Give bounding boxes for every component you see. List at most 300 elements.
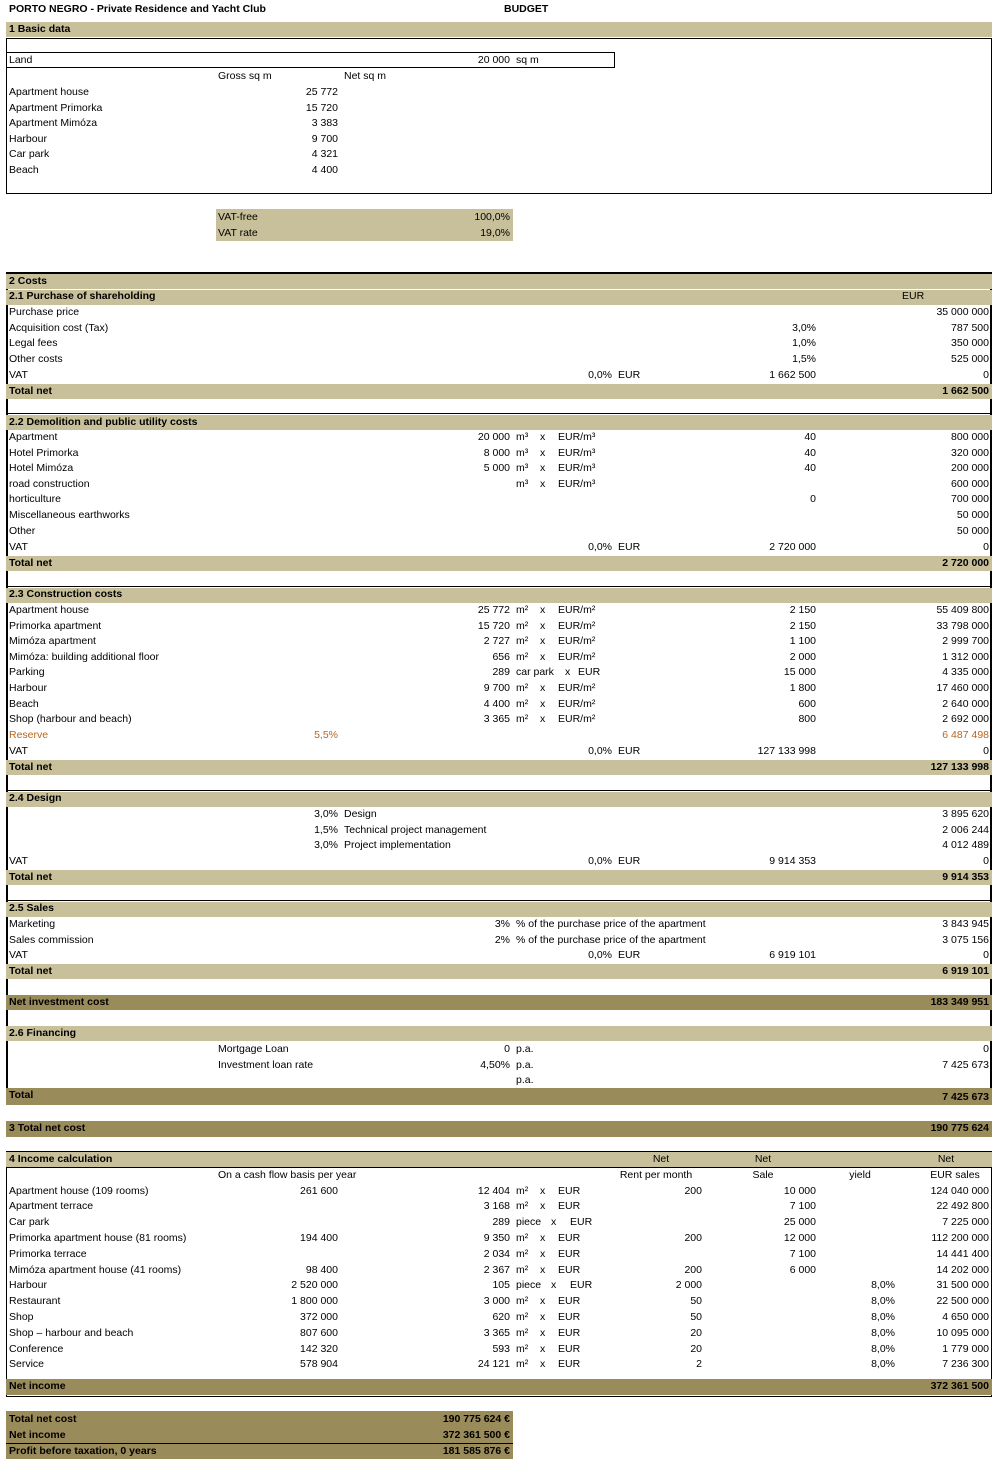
- construction-row-rate-unit: EUR/m²: [558, 619, 596, 632]
- vat-row-pct: 0,0%: [588, 368, 612, 381]
- income-row-rent: 200: [684, 1263, 702, 1276]
- income-row-rent: 2 000: [675, 1279, 702, 1292]
- income-row-qty: 2 367: [483, 1263, 510, 1276]
- net-investment-value: 183 349 951: [930, 996, 989, 1008]
- sales-row-label: Sales commission: [9, 933, 94, 946]
- demolition-row-rate-unit: EUR/m³: [558, 477, 596, 490]
- income-row-qty: 3 365: [483, 1326, 510, 1339]
- vat-row-label: VAT: [9, 541, 28, 553]
- vat-row-label: VAT: [9, 368, 28, 381]
- demolition-row-x: x: [540, 462, 546, 475]
- income-row-label: Harbour: [9, 1279, 47, 1292]
- design-row-label: Design: [344, 808, 377, 820]
- basic-row-gross: 4 321: [311, 148, 338, 161]
- vat-row-pct: 0,0%: [588, 855, 612, 867]
- vat-row-value: 0: [983, 855, 989, 867]
- purchase-row-pct: 1,5%: [792, 352, 816, 365]
- construction-row-rate: 2 150: [789, 619, 816, 632]
- section-2-1-heading: 2.1 Purchase of shareholding: [9, 290, 156, 302]
- demolition-row-rate-unit: EUR/m³: [558, 431, 596, 443]
- design-row-label: Technical project management: [344, 823, 487, 836]
- demolition-row-value: 320 000: [951, 446, 989, 459]
- income-row-rent: 50: [690, 1295, 702, 1308]
- demolition-row-value: 200 000: [951, 462, 989, 475]
- vat-row-base: 9 914 353: [769, 855, 816, 867]
- financing-row-pa: p.a.: [516, 1043, 534, 1055]
- income-row-value: 112 200 000: [931, 1231, 989, 1244]
- financing-row-value: 7 425 673: [942, 1058, 989, 1071]
- demolition-row-value: 700 000: [951, 493, 989, 506]
- income-row-label: Car park: [9, 1216, 50, 1229]
- col-net-header: Net sq m: [344, 70, 387, 82]
- demolition-row-unit: m³: [516, 462, 529, 475]
- income-row-eur: EUR: [558, 1247, 581, 1260]
- income-row-sale: 6 000: [789, 1263, 816, 1276]
- sheet-title: PORTO NEGRO - Private Residence and Yacht Club: [9, 3, 266, 15]
- basic-row-label: Apartment Primorka: [9, 101, 103, 114]
- construction-row-x: x: [540, 635, 546, 648]
- purchase-row-pct: 3,0%: [792, 321, 816, 334]
- vat-row-unit: EUR: [618, 949, 641, 961]
- income-row-value: 124 040 000: [930, 1184, 989, 1197]
- construction-row-rate: 1 800: [789, 682, 816, 694]
- construction-row-rate: 2 000: [789, 650, 816, 663]
- sales-row-value: 3 843 945: [942, 918, 989, 930]
- basic-row-label: Harbour: [9, 132, 47, 145]
- demolition-row-rate: 40: [804, 431, 816, 443]
- income-row-yield: 8,0%: [871, 1342, 895, 1355]
- income-row-unit: m²: [516, 1184, 529, 1197]
- divider: [6, 790, 992, 791]
- section-2-3-heading: 2.3 Construction costs: [9, 588, 123, 600]
- income-header-net-rent: Net: [652, 1153, 670, 1165]
- design-row-pct: 3,0%: [314, 808, 338, 820]
- income-row-value: 31 500 000: [936, 1279, 989, 1292]
- demolition-row-x: x: [540, 477, 546, 490]
- total-net-label: Total net: [9, 384, 52, 397]
- income-row-eur: EUR: [558, 1184, 581, 1197]
- construction-row-value: 55 409 800: [936, 604, 989, 616]
- net-income-label: Net income: [9, 1380, 66, 1392]
- construction-row-rate: 800: [798, 713, 816, 726]
- income-row-cashflow: 372 000: [300, 1310, 338, 1323]
- income-row-sale: 7 100: [789, 1200, 816, 1213]
- construction-row-unit: m²: [516, 650, 529, 663]
- construction-row-qty: 9 700: [483, 682, 510, 694]
- construction-row-unit: car park: [516, 666, 554, 679]
- income-header-sale: Sale: [752, 1169, 774, 1181]
- demolition-row-label: Hotel Primorka: [9, 446, 79, 459]
- income-row-x: x: [540, 1326, 546, 1339]
- demolition-row-qty: 8 000: [483, 446, 510, 459]
- income-row-x: x: [540, 1310, 546, 1323]
- income-row-sale: 25 000: [783, 1216, 816, 1229]
- construction-row-qty: 25 772: [477, 604, 510, 616]
- income-row-yield: 8,0%: [871, 1295, 895, 1308]
- demolition-row-label: road construction: [9, 477, 90, 490]
- section-2-4-heading-bar: [6, 792, 992, 807]
- demolition-row-x: x: [540, 446, 546, 459]
- demolition-row-unit: m³: [516, 431, 529, 443]
- reserve-label: Reserve: [9, 729, 49, 741]
- design-row-value: 3 895 620: [942, 808, 989, 820]
- total-net-label: Total net: [9, 557, 52, 569]
- financing-row-pa: p.a.: [516, 1074, 534, 1087]
- vat-row-unit: EUR: [618, 541, 641, 553]
- construction-row-label: Parking: [9, 666, 45, 679]
- income-header-divider: [6, 1167, 992, 1168]
- vat-row-base: 127 133 998: [757, 745, 816, 757]
- income-row-cashflow: 2 520 000: [291, 1279, 338, 1292]
- divider: [6, 900, 992, 901]
- financing-row-pa: p.a.: [516, 1058, 534, 1071]
- construction-row-x: x: [565, 666, 571, 679]
- sales-row-desc: % of the purchase price of the apartment: [516, 918, 706, 930]
- vat-row-value: 0: [983, 745, 989, 757]
- total-net-value: 127 133 998: [930, 761, 989, 773]
- financing-row-rate: 0: [504, 1043, 510, 1055]
- demolition-row-qty: 5 000: [483, 462, 510, 475]
- income-row-yield: 8,0%: [871, 1326, 895, 1339]
- income-row-sale: 12 000: [783, 1231, 816, 1244]
- income-row-x: x: [540, 1231, 546, 1244]
- income-row-value: 22 500 000: [936, 1295, 989, 1308]
- income-row-label: Primorka apartment house (81 rooms): [9, 1231, 187, 1244]
- income-row-x: x: [540, 1342, 546, 1355]
- income-row-label: Conference: [9, 1342, 64, 1355]
- basic-row-label: Car park: [9, 148, 50, 161]
- total-net-label: Total net: [9, 761, 52, 773]
- income-row-sale: 7 100: [789, 1247, 816, 1260]
- income-row-unit: m²: [516, 1310, 529, 1323]
- income-row-rent: 50: [690, 1310, 702, 1323]
- income-row-value: 14 202 000: [936, 1263, 989, 1276]
- construction-row-unit: m²: [516, 713, 529, 726]
- income-row-eur: EUR: [558, 1358, 581, 1371]
- financing-row-label: Investment loan rate: [218, 1058, 314, 1071]
- income-row-qty: 105: [492, 1279, 510, 1292]
- income-row-rent: 200: [684, 1184, 702, 1197]
- demolition-row-rate: 0: [810, 493, 816, 506]
- vat-row-value: 0: [983, 368, 989, 381]
- vat-row-pct: 0,0%: [588, 745, 612, 757]
- construction-row-label: Mimóza apartment: [9, 635, 96, 648]
- section-2-5-heading-bar: [6, 902, 992, 917]
- summary-row-value: 190 775 624 €: [442, 1413, 510, 1425]
- demolition-row-x: x: [540, 431, 546, 443]
- demolition-row-rate: 40: [804, 446, 816, 459]
- purchase-row-label: Acquisition cost (Tax): [9, 321, 109, 334]
- construction-row-x: x: [540, 713, 546, 726]
- section-2-4-heading: 2.4 Design: [9, 792, 62, 804]
- total-net-cost-value: 190 775 624: [930, 1122, 989, 1134]
- construction-row-x: x: [540, 604, 546, 616]
- purchase-row-label: Purchase price: [9, 306, 80, 318]
- demolition-row-qty: 20 000: [477, 431, 510, 443]
- demolition-row-unit: m³: [516, 477, 529, 490]
- purchase-row-value: 35 000 000: [936, 306, 989, 318]
- income-row-qty: 3 000: [483, 1295, 510, 1308]
- vat-row-value: 0: [983, 949, 989, 961]
- income-row-eur: EUR: [558, 1231, 581, 1244]
- vat-row-unit: EUR: [618, 855, 641, 867]
- basic-row-label: Apartment Mimóza: [9, 117, 98, 130]
- total-net-label: Total net: [9, 965, 52, 977]
- construction-row-value: 1 312 000: [942, 650, 989, 663]
- purchase-row-pct: 1,0%: [792, 337, 816, 350]
- construction-row-x: x: [540, 682, 546, 694]
- section-2-3-heading-bar: [6, 588, 992, 603]
- income-row-label: Shop – harbour and beach: [9, 1326, 134, 1339]
- income-row-yield: 8,0%: [871, 1358, 895, 1371]
- construction-row-rate-unit: EUR/m²: [558, 697, 596, 710]
- construction-row-rate-unit: EUR/m²: [558, 682, 596, 694]
- total-net-cost-label: 3 Total net cost: [9, 1122, 86, 1134]
- income-row-label: Mimóza apartment house (41 rooms): [9, 1263, 182, 1276]
- purchase-row-label: Other costs: [9, 352, 63, 365]
- reserve-value: 6 487 498: [942, 729, 989, 741]
- sheet-subtitle: BUDGET: [504, 3, 549, 15]
- section-income-heading-bar: [6, 1152, 992, 1167]
- construction-row-x: x: [540, 650, 546, 663]
- income-row-eur: EUR: [558, 1310, 581, 1323]
- design-row-pct: 1,5%: [314, 823, 338, 836]
- total-net-value: 9 914 353: [942, 871, 989, 883]
- purchase-row-value: 350 000: [951, 337, 989, 350]
- construction-row-label: Beach: [9, 697, 39, 710]
- income-row-unit: m²: [516, 1200, 529, 1213]
- income-row-unit: m²: [516, 1231, 529, 1244]
- income-row-cashflow: 578 904: [300, 1358, 338, 1371]
- income-row-qty: 289: [492, 1216, 510, 1229]
- construction-row-rate: 600: [798, 697, 816, 710]
- construction-row-qty: 656: [492, 650, 510, 663]
- income-row-eur: EUR: [558, 1342, 581, 1355]
- total-net-value: 6 919 101: [942, 965, 989, 977]
- income-row-eur: EUR: [558, 1326, 581, 1339]
- construction-row-rate: 15 000: [783, 666, 816, 679]
- purchase-row-label: Legal fees: [9, 337, 58, 350]
- income-row-x: x: [540, 1200, 546, 1213]
- section-2-6-heading-bar: [6, 1026, 992, 1041]
- summary-row-label: Net income: [9, 1429, 66, 1441]
- income-row-cashflow: 1 800 000: [291, 1295, 338, 1308]
- construction-row-rate: 2 150: [789, 604, 816, 616]
- net-investment-label: Net investment cost: [9, 996, 109, 1008]
- income-row-cashflow: 142 320: [300, 1342, 338, 1355]
- income-row-eur: EUR: [558, 1200, 581, 1213]
- income-row-x: x: [540, 1295, 546, 1308]
- demolition-row-unit: m³: [516, 446, 529, 459]
- demolition-row-label: horticulture: [9, 493, 61, 506]
- demolition-row-label: Apartment: [9, 431, 58, 443]
- construction-row-unit: m²: [516, 635, 529, 648]
- demolition-row-value: 50 000: [956, 524, 989, 537]
- net-income-value: 372 361 500: [930, 1380, 989, 1392]
- income-row-cashflow: 98 400: [305, 1263, 338, 1276]
- income-row-unit: m²: [516, 1326, 529, 1339]
- income-row-x: x: [540, 1247, 546, 1260]
- construction-row-unit: m²: [516, 697, 529, 710]
- vat-row-base: 2 720 000: [769, 541, 816, 553]
- section-costs-heading: 2 Costs: [9, 275, 47, 287]
- income-row-qty: 3 168: [483, 1200, 510, 1213]
- col-gross-header: Gross sq m: [218, 70, 272, 82]
- section-basic-heading: 1 Basic data: [9, 23, 71, 35]
- design-row-value: 4 012 489: [942, 839, 989, 852]
- sales-row-label: Marketing: [9, 918, 56, 930]
- vat-row-value: 0: [983, 541, 989, 553]
- financing-row-value: 0: [983, 1043, 989, 1055]
- construction-row-qty: 2 727: [483, 635, 510, 648]
- income-header-cashflow: On a cash flow basis per year: [218, 1169, 357, 1181]
- income-row-label: Service: [9, 1358, 45, 1371]
- income-row-cashflow: 807 600: [300, 1326, 338, 1339]
- demolition-row-label: Other: [9, 524, 36, 537]
- demolition-row-value: 600 000: [951, 477, 989, 490]
- demolition-row-value: 800 000: [951, 431, 989, 443]
- income-header-rent: Rent per month: [619, 1169, 693, 1181]
- income-row-eur: EUR: [558, 1263, 581, 1276]
- vat-rate-value: 19,0%: [480, 227, 510, 239]
- construction-row-value: 2 640 000: [942, 697, 989, 710]
- basic-row-gross: 3 383: [311, 117, 338, 130]
- construction-row-value: 33 798 000: [936, 619, 989, 632]
- construction-row-rate: 1 100: [789, 635, 816, 648]
- construction-row-value: 4 335 000: [942, 666, 989, 679]
- income-row-value: 10 095 000: [936, 1326, 989, 1339]
- land-label: Land: [9, 54, 33, 66]
- divider: [6, 586, 992, 587]
- demolition-row-label: Hotel Mimóza: [9, 462, 74, 475]
- vat-row-unit: EUR: [618, 368, 641, 381]
- total-net-label: Total net: [9, 871, 52, 883]
- total-net-value: 2 720 000: [942, 557, 989, 569]
- demolition-row-value: 50 000: [956, 509, 989, 521]
- construction-row-rate-unit: EUR/m²: [558, 650, 596, 663]
- financing-total-value: 7 425 673: [942, 1091, 989, 1103]
- construction-row-rate-unit: EUR/m²: [558, 635, 596, 648]
- income-row-yield: 8,0%: [871, 1279, 895, 1292]
- income-row-qty: 620: [492, 1310, 510, 1323]
- sales-row-desc: % of the purchase price of the apartment: [516, 933, 706, 946]
- financing-row-rate: 4,50%: [480, 1058, 510, 1071]
- vat-row-base: 6 919 101: [769, 949, 816, 961]
- income-row-value: 7 236 300: [942, 1358, 989, 1371]
- income-row-label: Restaurant: [9, 1295, 61, 1308]
- reserve-pct: 5,5%: [314, 729, 338, 741]
- divider: [6, 413, 992, 414]
- income-row-qty: 24 121: [477, 1358, 510, 1371]
- financing-total-label: Total: [9, 1089, 34, 1101]
- demolition-row-rate: 40: [804, 462, 816, 475]
- construction-row-x: x: [540, 697, 546, 710]
- vat-row-pct: 0,0%: [588, 949, 612, 961]
- income-header-net-sales: Net: [937, 1153, 955, 1165]
- income-row-label: Primorka terrace: [9, 1247, 87, 1260]
- income-row-unit: piece: [516, 1279, 542, 1292]
- basic-row-label: Apartment house: [9, 86, 89, 98]
- income-row-x: x: [551, 1279, 557, 1292]
- construction-row-label: Harbour: [9, 682, 47, 694]
- vat-row-label: VAT: [9, 855, 28, 867]
- land-value: 20 000: [477, 54, 510, 66]
- income-row-cashflow: 194 400: [300, 1231, 338, 1244]
- income-row-qty: 593: [492, 1342, 510, 1355]
- section-2-6-heading: 2.6 Financing: [9, 1027, 77, 1039]
- income-row-rent: 20: [690, 1342, 702, 1355]
- summary-row-label: Total net cost: [9, 1413, 77, 1425]
- construction-row-label: Apartment house: [9, 604, 89, 616]
- land-unit: sq m: [516, 54, 539, 66]
- vat-row-base: 1 662 500: [769, 368, 816, 381]
- vat-row-unit: EUR: [618, 745, 641, 757]
- income-header-eur-sales: EUR sales: [930, 1169, 980, 1181]
- income-row-qty: 2 034: [483, 1247, 510, 1260]
- basic-row-gross: 9 700: [311, 132, 338, 145]
- income-row-value: 7 225 000: [942, 1216, 989, 1229]
- income-row-eur: EUR: [570, 1279, 593, 1292]
- vat-free-value: 100,0%: [474, 211, 510, 223]
- summary-divider: [6, 1443, 513, 1444]
- income-row-eur: EUR: [570, 1216, 593, 1229]
- income-row-unit: m²: [516, 1247, 529, 1260]
- vat-row-label: VAT: [9, 949, 28, 961]
- income-row-unit: m²: [516, 1358, 529, 1371]
- income-row-x: x: [540, 1184, 546, 1197]
- construction-row-qty: 289: [492, 666, 510, 679]
- construction-row-qty: 3 365: [483, 713, 510, 726]
- construction-row-value: 2 692 000: [942, 713, 989, 726]
- section-costs-heading-bar: [6, 274, 992, 289]
- income-row-sale: 10 000: [783, 1184, 816, 1197]
- design-row-pct: 3,0%: [314, 839, 338, 852]
- construction-row-qty: 15 720: [477, 619, 510, 632]
- construction-row-value: 17 460 000: [936, 682, 989, 694]
- income-row-x: x: [540, 1263, 546, 1276]
- income-row-rent: 20: [690, 1326, 702, 1339]
- vat-rate-label: VAT rate: [218, 227, 258, 239]
- section-income-heading: 4 Income calculation: [9, 1153, 113, 1165]
- income-header-yield: yield: [849, 1169, 871, 1181]
- vat-row-pct: 0,0%: [588, 541, 612, 553]
- income-row-label: Apartment house (109 rooms): [9, 1184, 149, 1197]
- income-row-value: 22 492 800: [936, 1200, 989, 1213]
- construction-row-rate-unit: EUR/m²: [558, 604, 596, 616]
- construction-row-rate-unit: EUR/m²: [558, 713, 596, 726]
- sales-row-value: 3 075 156: [942, 933, 989, 946]
- sales-row-pct: 3%: [494, 918, 510, 930]
- design-row-label: Project implementation: [344, 839, 451, 852]
- construction-row-unit: m²: [516, 619, 529, 632]
- demolition-row-label: Miscellaneous earthworks: [9, 509, 130, 521]
- construction-row-label: Primorka apartment: [9, 619, 102, 632]
- income-header-net-sale: Net: [754, 1153, 772, 1165]
- income-row-value: 4 650 000: [942, 1310, 989, 1323]
- construction-row-rate-unit: EUR: [578, 666, 601, 679]
- financing-row-label: Mortgage Loan: [218, 1043, 289, 1055]
- income-row-cashflow: 261 600: [300, 1184, 338, 1197]
- demolition-row-rate-unit: EUR/m³: [558, 446, 596, 459]
- construction-row-qty: 4 400: [483, 697, 510, 710]
- vat-free-label: VAT-free: [218, 211, 258, 223]
- design-row-value: 2 006 244: [942, 823, 989, 836]
- income-row-unit: m²: [516, 1295, 529, 1308]
- vat-row-label: VAT: [9, 745, 28, 757]
- construction-row-x: x: [540, 619, 546, 632]
- construction-row-unit: m²: [516, 682, 529, 694]
- income-row-x: x: [551, 1216, 557, 1229]
